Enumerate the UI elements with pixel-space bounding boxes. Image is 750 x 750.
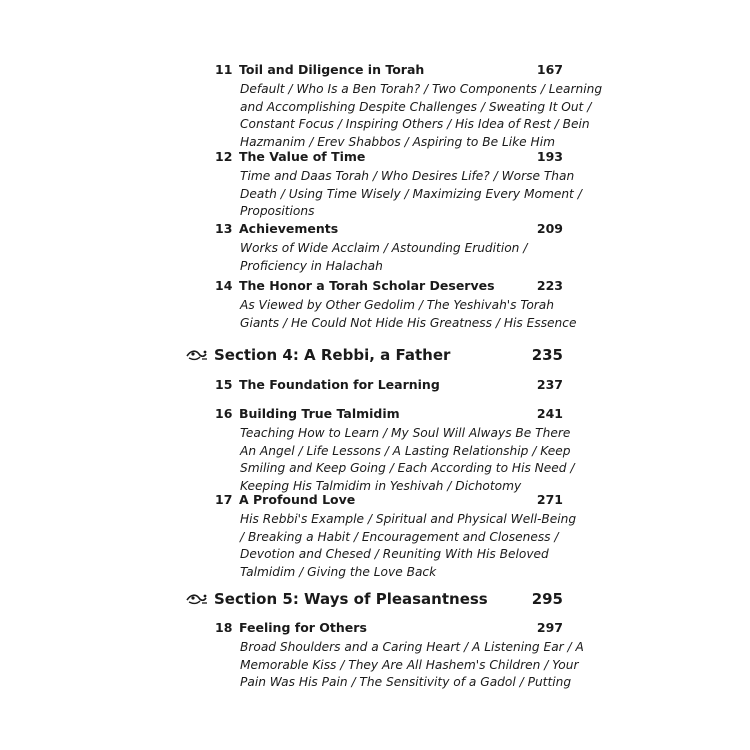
chapter-page-number: 193 (536, 149, 563, 164)
section-page-number: 295 (531, 590, 563, 608)
chapter-16-heading (215, 406, 563, 424)
topic-line: Giants / He Could Not Hide His Greatness / His Essence (240, 315, 577, 330)
chapter-number: 13 (215, 221, 233, 236)
chapter-18-heading (215, 620, 563, 638)
section-title: Section 4: A Rebbi, a Father (214, 346, 451, 364)
chapter-17-topics (240, 511, 577, 581)
chapter-11-topics (240, 81, 603, 151)
topic-line: Works of Wide Acclaim / Astounding Erudition / (240, 241, 528, 255)
section-4-heading (186, 346, 563, 368)
chapter-12-topics (240, 168, 582, 221)
topic-line: Hazmanim / Erev Shabbos / Aspiring to Be Like Him (240, 134, 555, 149)
chapter-11-heading (215, 62, 563, 80)
chapter-number: 11 (215, 62, 233, 77)
topic-line: Pain Was His Pain / The Sensitivity of a Gadol / Putting (240, 675, 572, 690)
topic-line: An Angel / Life Lessons / A Lasting Relationship / Keep (240, 443, 571, 458)
topic-line: Time and Daas Torah / Who Desires Life? / Worse Than (240, 169, 575, 183)
chapter-15-heading (215, 377, 563, 395)
chapter-13-topics (240, 240, 570, 275)
chapter-title: A Profound Love (239, 492, 356, 507)
topic-line: Death / Using Time Wisely / Maximizing Every Moment / (240, 186, 582, 201)
topic-line: Propositions (240, 204, 315, 219)
topic-line: Talmidim / Giving the Love Back (240, 564, 437, 579)
chapter-page-number: 297 (536, 620, 563, 635)
chapter-title: Feeling for Others (239, 620, 367, 635)
ornament-icon (186, 592, 208, 606)
chapter-title: The Foundation for Learning (239, 377, 440, 392)
chapter-page-number: 237 (536, 377, 563, 392)
topic-line: Memorable Kiss / They Are All Hashem's Children / Your (240, 657, 579, 672)
chapter-title: Toil and Diligence in Torah (239, 62, 425, 77)
chapter-page-number: 223 (536, 278, 563, 293)
chapter-page-number: 209 (536, 221, 563, 236)
chapter-number: 12 (215, 149, 233, 164)
topic-line: Proficiency in Halachah (240, 258, 383, 273)
topic-line: As Viewed by Other Gedolim / The Yeshivah's Torah (240, 298, 554, 312)
topic-line: His Rebbi's Example / Spiritual and Physical Well-Being (240, 512, 577, 526)
chapter-13-heading (215, 221, 563, 239)
chapter-number: 18 (215, 620, 233, 635)
chapter-18-topics (240, 639, 584, 692)
topic-line: Teaching How to Learn / My Soul Will Always Be There (240, 426, 571, 440)
topic-line: Devotion and Chesed / Reuniting With His Beloved (240, 547, 549, 562)
chapter-16-topics (240, 425, 575, 495)
topic-line: Broad Shoulders and a Caring Heart / A Listening Ear / A (240, 640, 584, 654)
section-title: Section 5: Ways of Pleasantness (214, 590, 488, 608)
chapter-page-number: 167 (536, 62, 563, 77)
topic-line: / Breaking a Habit / Encouragement and Closeness / (240, 529, 559, 544)
chapter-14-heading (215, 278, 563, 296)
chapter-number: 14 (215, 278, 233, 293)
chapter-page-number: 241 (536, 406, 563, 421)
topic-line: Default / Who Is a Ben Torah? / Two Components / Learning (240, 82, 603, 96)
section-5-heading (186, 590, 563, 612)
section-page-number: 235 (531, 346, 563, 364)
chapter-title: Building True Talmidim (239, 406, 400, 421)
chapter-title: Achievements (239, 221, 339, 236)
chapter-page-number: 271 (536, 492, 563, 507)
chapter-14-topics (240, 297, 577, 332)
chapter-17-heading (215, 492, 563, 510)
chapter-number: 15 (215, 377, 233, 392)
chapter-number: 17 (215, 492, 233, 507)
topic-line: Keeping His Talmidim in Yeshivah / Dichotomy (240, 478, 522, 493)
chapter-12-heading (215, 149, 563, 167)
ornament-icon (186, 348, 208, 362)
chapter-title: The Value of Time (239, 149, 366, 164)
chapter-title: The Honor a Torah Scholar Deserves (239, 278, 495, 293)
topic-line: and Accomplishing Despite Challenges / Sweating It Out / (240, 99, 592, 114)
chapter-number: 16 (215, 406, 233, 421)
topic-line: Constant Focus / Inspiring Others / His Idea of Rest / Bein (240, 117, 590, 132)
topic-line: Smiling and Keep Going / Each According to His Need / (240, 461, 575, 476)
